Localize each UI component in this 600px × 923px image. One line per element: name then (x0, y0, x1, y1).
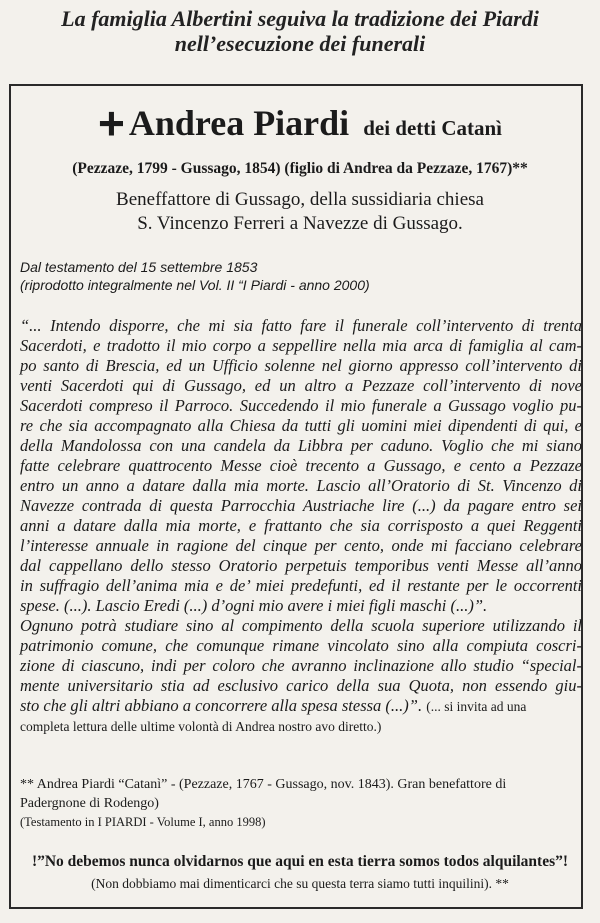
quote-line: l’interesse annuale in ragione del cinque per cento, onde mi facciano celebrare (20, 536, 582, 555)
source-line-1: Dal testamento del 15 settembre 1853 (20, 259, 258, 275)
benefactor-line-2: S. Vincenzo Ferreri a Navezze di Gussago. (137, 213, 463, 234)
quote-line: Sacerdoti, e tradotto il mio corpo a seppellire nella mia arca di famiglia al cam- (20, 336, 582, 355)
person-nickname: dei detti Catanì (363, 116, 503, 140)
quote-line: venti Sacerdoti qui di Gussago, ed un altro a Pezzaze coll’intervento di nove (20, 376, 582, 395)
benefactor-line-1: Beneffattore di Gussago, della sussidiaria chiesa (116, 189, 484, 210)
editor-note-inline: (... si invita ad una (426, 699, 527, 714)
quote-line: patrimonio comune, che comunque rimane vincolato sino alla compiuta coscri- (20, 636, 582, 655)
quote-line: anni a datare dalla mia morte, e frattanto che sia corrisposto a quei Reggenti (20, 516, 582, 535)
motto-translation: (Non dobbiamo mai dimenticarci che su questa terra siamo tutti inquilini). ** (91, 876, 509, 891)
testament-quote (20, 316, 582, 737)
quote-line: spese. (...). Lascio Eredi (...) d’ogni mio avere i miei figli maschi (...)”. (20, 596, 488, 615)
quote-line: Ognuno potrà studiare sino al compimento della scuola superiore utilizzando il (20, 616, 582, 635)
quote-line: Sacerdoti compreso il Parroco. Succedendo il mio funerale a Gussago voglio pu- (20, 396, 582, 415)
footnote (20, 775, 582, 832)
quote-line: re che sia accompagnato alla Chiesa da tutti gli uomini miei dipendenti di qui, e (20, 416, 582, 435)
quote-line: dal cappellano dello stesso Oratorio perpetuis temporibus venti Messe all’anno (20, 556, 582, 575)
quote-line: fatte celebrare quattrocento Messe cioè trecento a Gussago, e cento a Pezzaze (20, 456, 582, 475)
footnote-line-1: ** Andrea Piardi “Catanì” - (Pezzaze, 1767 - Gussago, nov. 1843). Gran benefattore di (20, 777, 507, 792)
quote-line: “... Intendo disporre, che mi sia fatto fare il funerale coll’intervento di trenta (20, 316, 582, 335)
footnote-line-2: Padergnone di Rodengo) (20, 796, 159, 811)
page-header (0, 6, 600, 56)
header-line-2: nell’esecuzione dei funerali (174, 31, 426, 56)
quote-line: della Mandolossa con una candela da Libbra per caduno. Voglio che mi siano (20, 436, 582, 455)
person-name: Andrea Piardi (128, 103, 350, 143)
benefactor-description (0, 188, 600, 236)
quote-line: zione di ciascuno, indi per coloro che avranno inclinazione allo studio “special- (20, 656, 582, 675)
title-row (0, 96, 600, 150)
quote-line: entro un anno a datare dalla mia morte. Lascio all’Oratorio di St. Vincenzo di (20, 476, 582, 495)
quote-line-last (20, 696, 582, 717)
footnote-line-3: (Testamento in I PIARDI - Volume I, anno 1998) (20, 815, 266, 829)
quote-line-text: sto che gli altri abbiano a concorrere alla spesa stessa (...)”. (20, 696, 423, 715)
quote-line: mente universitario stia ad esclusivo carico della sua Quota, non essendo giu- (20, 676, 582, 695)
header-line-1: La famiglia Albertini seguiva la tradizione dei Piardi (61, 6, 539, 31)
source-note (20, 258, 580, 294)
quote-line: po santo di Brescia, ed un Ufficio solenne nel giorno appresso coll’intervento di (20, 356, 582, 375)
life-dates: (Pezzaze, 1799 - Gussago, 1854) (figlio di Andrea da Pezzaze, 1767)** (72, 160, 528, 177)
quote-line: in suffragio dell’anima mia e de’ miei predefunti, ed il restante per le occorrenti (20, 576, 582, 595)
source-line-2: (riprodotto integralmente nel Vol. II “I Piardi - anno 2000) (20, 277, 370, 293)
quote-line: Navezze contrada di questa Parrocchia Austriache lire (...) da pagare entro sei (20, 496, 582, 515)
cross-icon: + (97, 97, 125, 149)
editor-note-line-2: completa lettura delle ultime volontà di Andrea nostro avo diretto.) (20, 719, 382, 734)
motto-spanish: !”No debemos nunca olvidarnos que aqui en esta tierra somos todos alquilantes”! (31, 853, 569, 870)
